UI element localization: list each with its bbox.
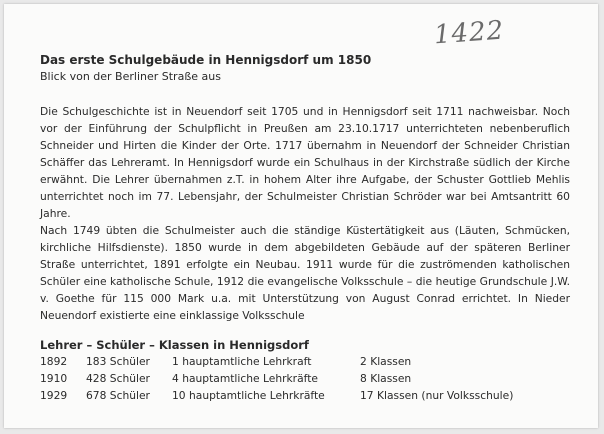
table-row (40, 355, 580, 372)
paragraph: Die Schulgeschichte ist in Neuendorf seit 1705 und in Hennigsdorf seit 1711 nachweisbar. Noch vor der Einführung der Schulpflicht in Preußen am 23.10.1717 unterrichteten nebenberuflich Schneider und Hirten die Kinder der Orte. 1717 übernahm in Neuendorf der Schneider Christian Schäffer das Lehreramt. In Hennigsdorf wurde ein Schulhaus in der Kirchstraße südlich der Kirche erwähnt. Die Lehrer übernahmen z.T. in hohem Alter ihre Aufgabe, der Schuster Gottlieb Mehlis unterrichtet noch im 77. Lebensjahr, der Schulmeister Christian Schröder war bei Amtsantritt 60 Jahre. (40, 105, 570, 220)
document-card (4, 4, 598, 428)
classes-cell: 2 Klassen (360, 355, 412, 368)
year-cell: 1929 (40, 389, 68, 402)
handwritten-number: 1422 (433, 15, 506, 51)
classes-cell: 8 Klassen (360, 372, 412, 385)
paragraph: Nach 1749 übten die Schulmeister auch die ständige Küstertätigkeit aus (Läuten, Schmücken, kirchliche Hilfsdienste). 1850 wurde in dem abgebildeten Gebäude auf der späteren Berliner Straße unterrichtet, 1891 erfolgte ein Neubau. 1911 wurde für die zuströmenden katholischen Schüler eine katholische Schule, 1912 die evangelische Volksschule – die heutige Grundschule J.W. v. Goethe für 115 000 Mark u.a. mit Unterstützung von August Conrad errichtet. In Nieder Neuendorf existierte eine einklassige Volksschule (40, 224, 570, 322)
students-cell: 428 Schüler (86, 372, 150, 385)
teachers-cell: 4 hauptamtliche Lehrkräfte (172, 372, 318, 385)
students-cell: 678 Schüler (86, 389, 150, 402)
table-row (40, 372, 580, 389)
classes-cell: 17 Klassen (nur Volksschule) (360, 389, 514, 402)
document-title: Das erste Schulgebäude in Hennigsdorf um 1850 (40, 53, 372, 67)
year-cell: 1910 (40, 372, 68, 385)
teachers-cell: 1 hauptamtliche Lehrkraft (172, 355, 312, 368)
document-subtitle: Blick von der Berliner Straße aus (40, 70, 221, 83)
table-row (40, 389, 580, 406)
teachers-cell: 10 hauptamtliche Lehrkräfte (172, 389, 325, 402)
body-text (40, 103, 570, 324)
students-cell: 183 Schüler (86, 355, 150, 368)
stats-table (40, 355, 580, 406)
table-title: Lehrer – Schüler – Klassen in Hennigsdorf (40, 338, 309, 352)
year-cell: 1892 (40, 355, 68, 368)
